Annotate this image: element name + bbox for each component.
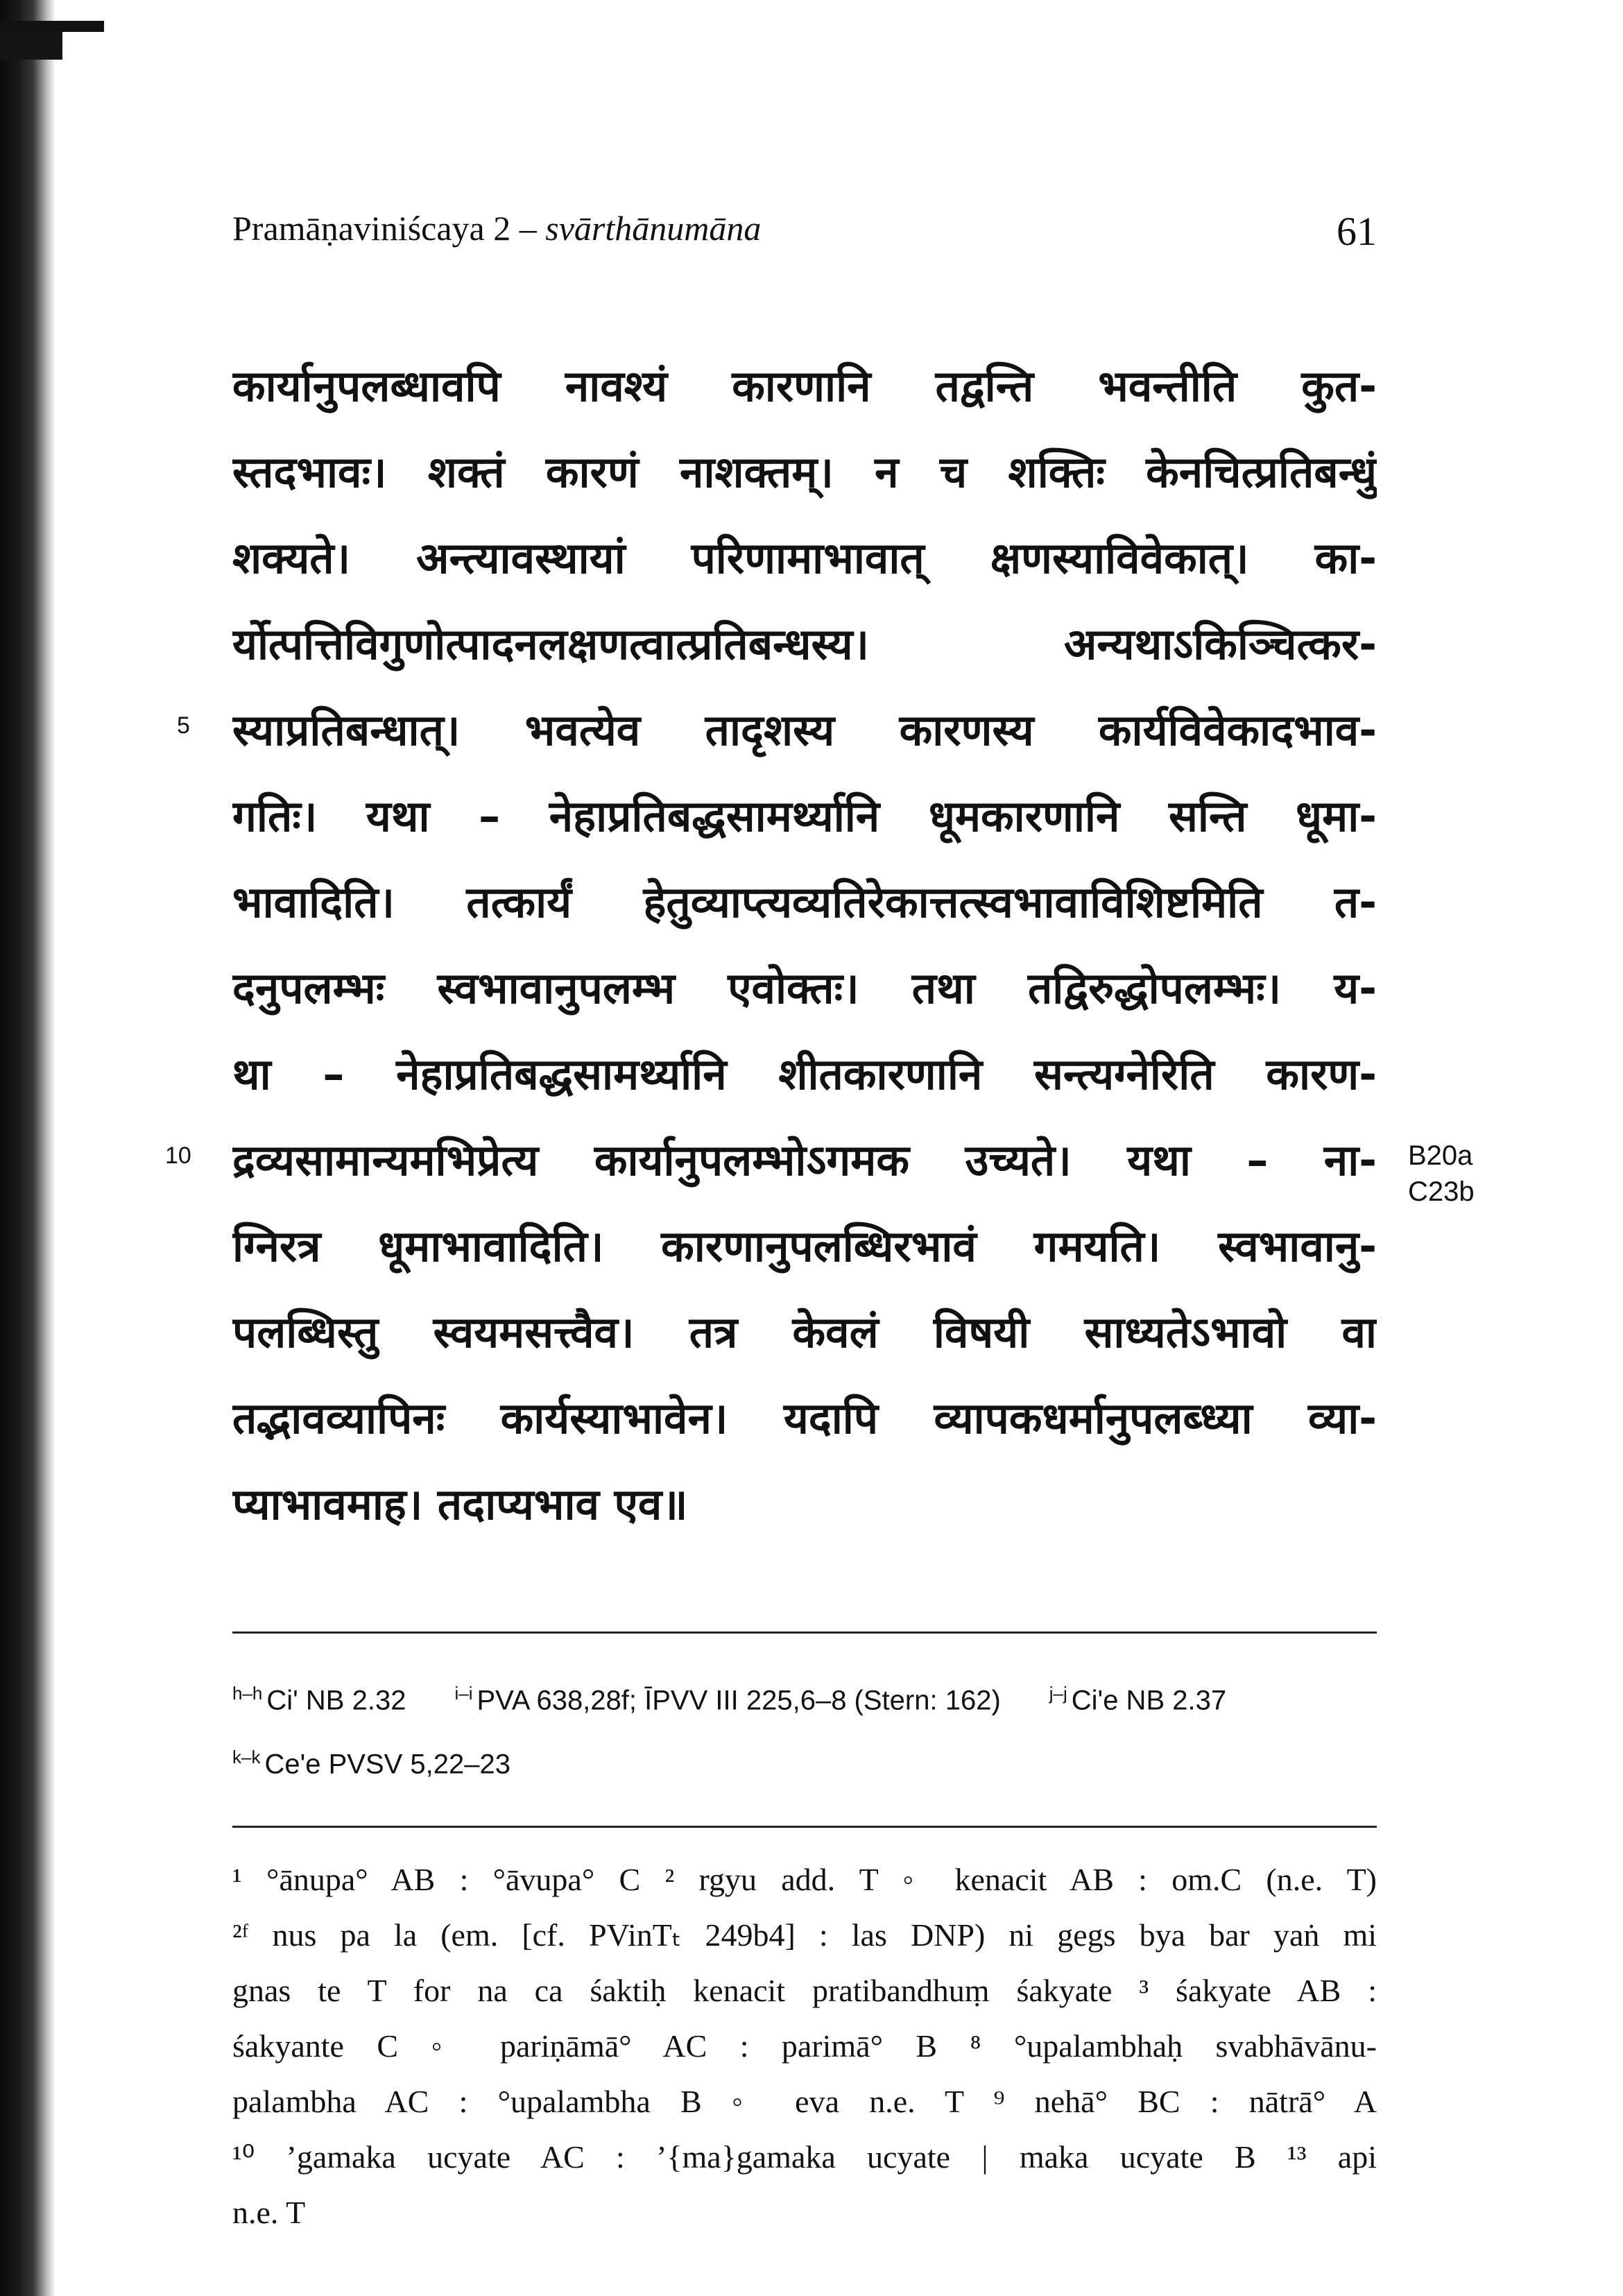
apparatus-divider [232, 1826, 1377, 1828]
text-line: स्याप्रतिबन्धात्। भवत्येव तादृशस्य कारणस्य कार्यविवेकादभाव- [232, 705, 1377, 755]
sources-apparatus [232, 1665, 1377, 1793]
text-line: गतिः। यथा – नेहाप्रतिबद्धसामर्थ्यानि धूमकारणानि सन्ति धूमा- [232, 791, 1377, 841]
scan-edge-mark [0, 32, 62, 60]
text-line: ग्निरत्र धूमाभावादिति। कारणानुपलब्धिरभावं गमयति। स्वभावानु- [232, 1221, 1377, 1271]
source-ref-label: i–i [454, 1683, 473, 1704]
page-number: 61 [1337, 209, 1377, 254]
source-ref [454, 1665, 1000, 1729]
text-line: शक्यते। अन्त्यावस्थायां परिणामाभावात् क्षणस्याविवेकात्। का- [232, 533, 1377, 583]
source-ref-text: PVA 638,28f; ĪPVV III 225,6–8 (Stern: 162) [476, 1685, 1001, 1716]
apparatus-line: ¹⁰ ’gamaka ucyate AC : ’{ma}gamaka ucyate | maka ucyate B ¹³ api [232, 2139, 1377, 2175]
text-line: प्याभावमाह। तदाप्यभाव एव॥ [232, 1479, 688, 1530]
running-title [232, 208, 761, 248]
text-line: तद्भावव्यापिनः कार्यस्याभावेन। यदापि व्यापकधर्मानुपलब्ध्या व्या- [232, 1393, 1377, 1443]
source-ref-label: k–k [232, 1747, 261, 1768]
line-number-5: 5 [177, 712, 190, 739]
critical-apparatus [232, 1852, 1377, 2241]
apparatus-line: palambha AC : °upalambha B ◦ eva n.e. T ⁹ nehā° BC : nātrā° A [232, 2084, 1377, 2119]
source-ref-text: Ci' NB 2.32 [266, 1685, 406, 1716]
running-title-italic: svārthānumāna [545, 209, 762, 248]
apparatus-line: ¹ °ānupa° AB : °āvupa° C ² rgyu add. T ◦ kenacit AB : om.C (n.e. T) [232, 1862, 1377, 1897]
source-ref [232, 1665, 406, 1729]
text-line: र्योत्पत्तिविगुणोत्पादनलक्षणत्वात्प्रतिबन्धस्य। अन्यथाऽकिञ्चित्कर- [232, 619, 1377, 669]
book-spine-shadow [0, 0, 55, 2296]
source-ref [232, 1729, 510, 1792]
source-ref [1049, 1665, 1226, 1729]
margin-ref-c23b: C23b [1408, 1176, 1475, 1207]
main-text-block [232, 343, 1377, 1548]
apparatus-line: gnas te T for na ca śaktiḥ kenacit pratibandhuṃ śakyate ³ śakyate AB : [232, 1973, 1377, 2008]
source-ref-text: Ci'e NB 2.37 [1071, 1685, 1227, 1716]
margin-ref-b20a: B20a [1408, 1140, 1473, 1171]
apparatus-line: śakyante C ◦ pariṇāmā° AC : parimā° B ⁸ °upalambhaḥ svabhāvānu- [232, 2028, 1377, 2064]
text-line: दनुपलम्भः स्वभावानुपलम्भ एवोक्तः। तथा तद्विरुद्धोपलम्भः। य- [232, 963, 1377, 1013]
line-number-10: 10 [165, 1142, 191, 1169]
text-line: द्रव्यसामान्यमभिप्रेत्य कार्यानुपलम्भोऽगमक उच्यते। यथा – ना- [232, 1135, 1377, 1185]
apparatus-line: n.e. T [232, 2195, 306, 2230]
running-header [232, 208, 1377, 264]
apparatus-line: ²ᶠ nus pa la (em. [cf. PVinTₜ 249b4] : las DNP) ni gegs bya bar yaṅ mi [232, 1917, 1377, 1953]
text-line: कार्यानुपलब्धावपि नावश्यं कारणानि तद्वन्ति भवन्तीति कुत- [232, 361, 1377, 411]
source-ref-text: Ce'e PVSV 5,22–23 [264, 1749, 511, 1780]
text-line: था – नेहाप्रतिबद्धसामर्थ्यानि शीतकारणानि सन्त्यग्नेरिति कारण- [232, 1049, 1377, 1099]
text-line: पलब्धिस्तु स्वयमसत्त्वैव। तत्र केवलं विषयी साध्यतेऽभावो वा [232, 1307, 1377, 1357]
scan-edge-mark [0, 21, 104, 32]
running-title-roman: Pramāṇaviniścaya 2 – [232, 209, 546, 248]
source-ref-label: j–j [1049, 1683, 1067, 1704]
text-line: स्तदभावः। शक्तं कारणं नाशक्तम्। न च शक्तिः केनचित्प्रतिबन्धुं [232, 447, 1377, 497]
footnote-divider [232, 1631, 1377, 1634]
text-line: भावादिति। तत्कार्यं हेतुव्याप्त्यव्यतिरेकात्तत्स्वभावाविशिष्टमिति त- [232, 877, 1377, 927]
source-ref-label: h–h [232, 1683, 263, 1704]
